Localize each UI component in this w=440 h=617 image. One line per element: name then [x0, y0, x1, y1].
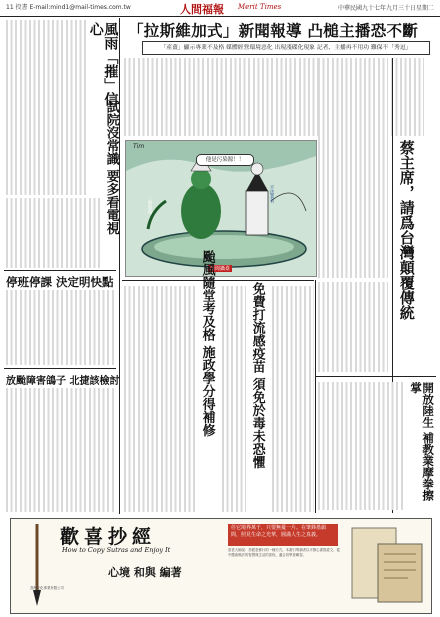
article-body [6, 198, 102, 268]
ad-body: 星雲大師說：抄經是修行的一種方式。本書引導讀者以平靜心書寫經文，從中體會佛法的智慧與生活的喜悅，適合初學者練習。 [228, 548, 340, 557]
ad-promo-box: 任它境界萬千，只要無憂一片。在筆鋒墨韻間，照見生命之光華，圓滿人生之真義。 [228, 524, 338, 546]
newspaper-logo-en: Merit Times [238, 3, 282, 11]
ad-title: 歡喜抄經 [60, 526, 157, 548]
issue-date: 中華民國九十七年九月三十日星期二 [337, 5, 434, 12]
book-cover-image [348, 524, 426, 606]
article-body [318, 58, 388, 278]
ad-author: 心境 和與 編著 [108, 566, 182, 579]
article-body [124, 286, 196, 512]
ad-publisher: 香海文化事業有限公司 [30, 586, 64, 590]
article-body [6, 290, 116, 365]
ad-subtitle: How to Copy Sutras and Enjoy It [62, 546, 171, 554]
article-title: 蔡主席，請爲台灣顛覆傳統 [397, 140, 416, 320]
article-title: 停班停課 決定明快點 [6, 275, 114, 289]
article-body [318, 282, 388, 372]
section-rule [316, 376, 436, 377]
article-title: 放颱障害鴿子 北捷該檢討 [6, 376, 120, 387]
article-body [6, 388, 116, 512]
article-title: 風雨「摧」信心 [87, 22, 119, 106]
article-body [272, 286, 314, 512]
speech-bubble: 他是污染源！！ [196, 154, 254, 166]
newspaper-logo: 人間福報 [180, 3, 224, 16]
cartoon-label: 三聚氰胺 [147, 196, 152, 214]
section-rule [4, 368, 116, 369]
section-rule [122, 280, 314, 281]
section-rule [4, 270, 116, 271]
article-title: 開放陸生 補教業摩拳擦掌 [409, 382, 436, 502]
column-divider [315, 280, 316, 513]
article-title: 颱風隨堂考及格 施政學分得補修 [199, 250, 215, 437]
article-title: 免費打流感疫苗 須免於毒未恐懼 [249, 282, 265, 469]
article-body [222, 286, 246, 512]
main-headline: 「拉斯維加式」新聞報導 凸槌主播恐不斷 [128, 21, 419, 40]
main-subhead: 「產薑」顯示專業不及格 媒體經營環境惡化 出現淺碟化現象 記者、主播再不用功 難保不「秀逗」 [142, 41, 430, 55]
cartoon-label: 不法業者 [269, 185, 274, 203]
article-title: 試院沒常識 要多看電視 [103, 100, 119, 235]
cartoon-plate-label: 新聞攝臺 [210, 266, 231, 272]
cartoonist-signature: Tim [133, 143, 145, 150]
article-body [318, 382, 404, 510]
page-number-contact: 11 投書 E-mail:mind1@mail-times.com.tw [6, 4, 131, 11]
column-divider [119, 18, 120, 514]
article-body [6, 20, 86, 195]
